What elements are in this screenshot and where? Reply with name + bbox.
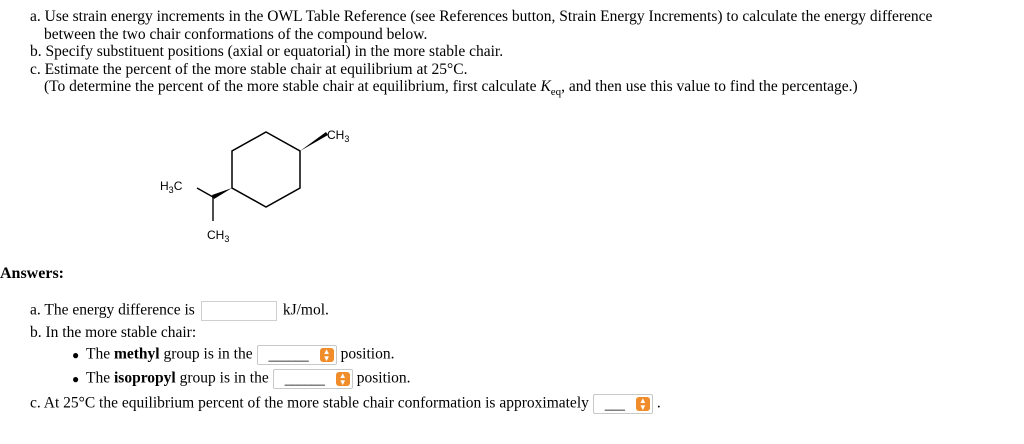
label-h3c: $H_3C$ bbox=[160, 179, 183, 195]
answer-a-row bbox=[30, 301, 329, 321]
isopropyl-position-select[interactable] bbox=[273, 369, 353, 389]
question-b: b. Specify substituent positions (axial or equatorial) in the more stable chair. bbox=[30, 43, 504, 60]
select-arrow-icon: ▲ ▼ bbox=[636, 397, 650, 411]
b2-post: position. bbox=[356, 369, 411, 387]
label-ch3-top: $CH_3$ bbox=[327, 128, 350, 144]
question-c-note bbox=[30, 78, 1015, 102]
equilibrium-percent-value: ___ bbox=[604, 397, 625, 411]
question-a-line2: between the two chair conformations of the compound below. bbox=[44, 25, 428, 43]
energy-difference-input[interactable] bbox=[201, 301, 277, 321]
question-c: c. Estimate the percent of the more stable chair at equilibrium at 25°C. bbox=[30, 60, 468, 78]
methyl-position-select[interactable] bbox=[257, 345, 337, 365]
question-c-note-post: , and then use this value to find the percentage.) bbox=[561, 78, 858, 95]
answer-a-unit: kJ/mol. bbox=[282, 301, 329, 319]
answer-c-row bbox=[30, 394, 661, 414]
b1-bold: methyl bbox=[113, 345, 160, 363]
molecule-structure bbox=[150, 115, 390, 245]
bullet-icon: ● bbox=[72, 347, 80, 362]
question-text bbox=[30, 8, 1015, 102]
question-c-note-pre: (To determine the percent of the more stable chair at equilibrium, first calculate bbox=[44, 78, 541, 95]
answer-c-label: c. At 25°C the equilibrium percent of the more stable chair conformation is approximately bbox=[30, 394, 589, 412]
wedge-bond-top bbox=[300, 132, 328, 151]
keq-k: K bbox=[540, 78, 551, 95]
b1-post: position. bbox=[340, 345, 395, 363]
cyclohexane-ring bbox=[232, 132, 300, 207]
equilibrium-percent-select[interactable] bbox=[593, 394, 653, 414]
wedge-bond-isopropyl bbox=[212, 188, 232, 199]
answer-b-label: b. In the more stable chair: bbox=[30, 324, 197, 341]
methyl-position-value: ______ bbox=[268, 348, 309, 362]
b1-pre: The bbox=[86, 345, 114, 363]
label-ch3-bottom: $CH_3$ bbox=[207, 228, 230, 244]
answer-b2-row bbox=[72, 369, 411, 389]
isopropyl-position-value: ______ bbox=[284, 372, 325, 386]
b2-pre: The bbox=[86, 369, 114, 387]
bullet-icon: ● bbox=[72, 371, 80, 386]
b1-mid: group is in the bbox=[159, 345, 253, 363]
keq-symbol bbox=[540, 78, 562, 99]
question-a-line1: a. Use strain energy increments in the OWL Table Reference (see References button, Strain Energy Increments) to calculate the energy difference bbox=[30, 8, 933, 25]
answers-heading: Answers: bbox=[0, 265, 64, 282]
select-arrow-icon: ▲ ▼ bbox=[320, 348, 334, 362]
keq-sub: eq bbox=[550, 86, 562, 99]
b2-mid: group is in the bbox=[175, 369, 269, 387]
b2-bold: isopropyl bbox=[113, 369, 176, 387]
answer-a-label: a. The energy difference is bbox=[30, 301, 195, 319]
bond-h3c bbox=[197, 188, 213, 197]
answer-c-post: . bbox=[656, 394, 661, 412]
select-arrow-icon: ▲ ▼ bbox=[336, 372, 350, 386]
answer-b1-row bbox=[72, 345, 394, 365]
